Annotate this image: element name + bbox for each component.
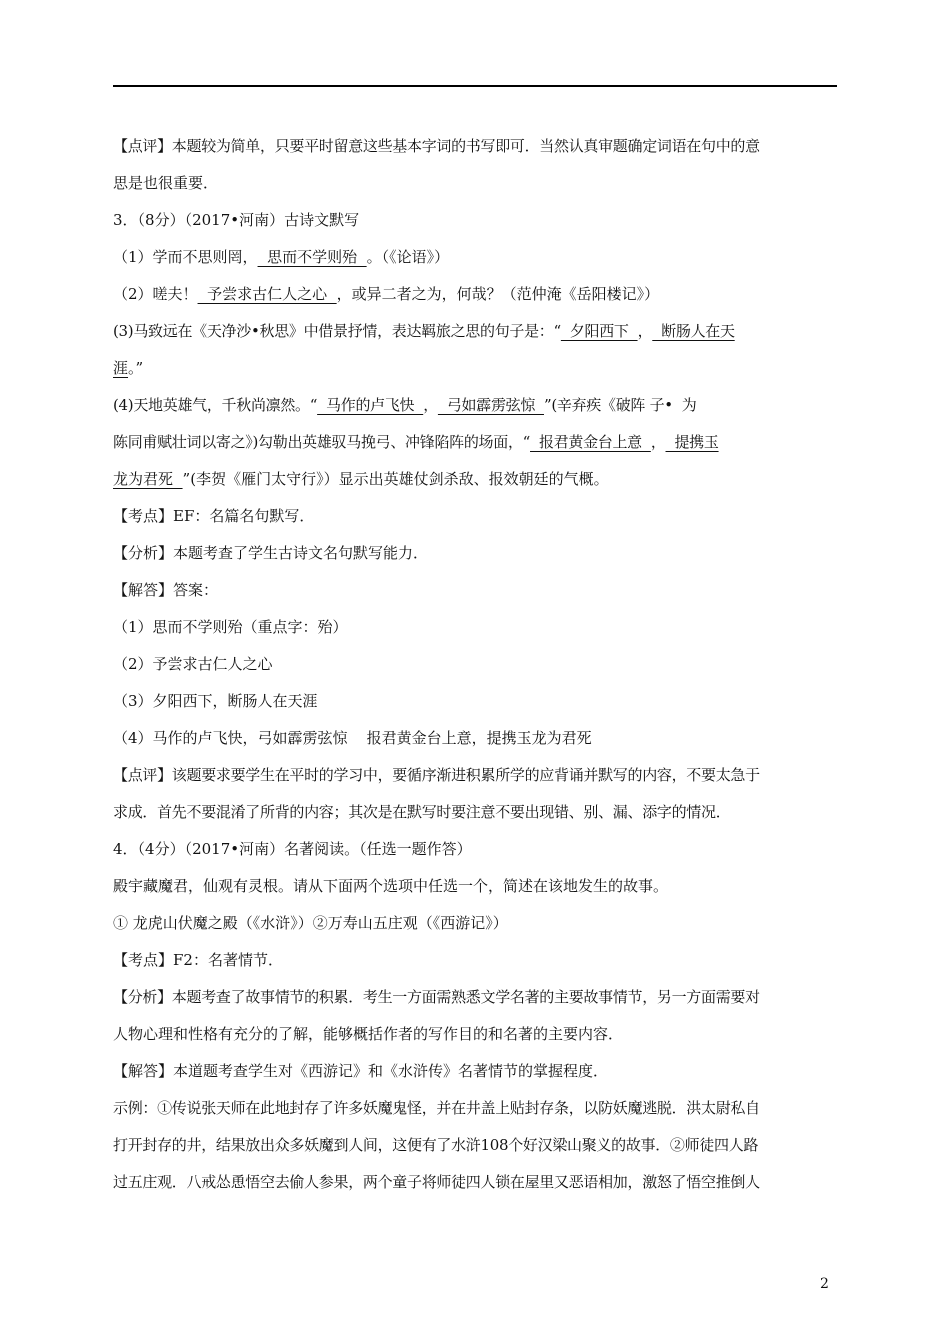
q3-item-4-comma: ，: [423, 396, 438, 414]
header-rule: [113, 85, 837, 87]
q3-item-4-source: ”(辛弃疾《破阵 子• 为: [543, 396, 697, 414]
q3-item-4-answer-a: 马作的卢飞快: [317, 396, 424, 414]
q3-answer-2: （2）予尝求古仁人之心: [113, 655, 273, 673]
q3-item-3-end: 。”: [128, 359, 144, 377]
q3-item-4-end-text: ”(李贺《雁门太守行》）显示出英雄仗剑杀敌、报效朝廷的气概。: [182, 470, 609, 488]
q3-item-4-answer-d: 提携玉: [665, 433, 719, 451]
q3-item-1-source: 。（《论语》）: [366, 248, 450, 266]
q4-analysis-line-2: 人物心理和性格有充分的了解，能够概括作者的写作目的和名著的主要内容．: [113, 1025, 624, 1043]
q3-item-1: [113, 239, 837, 276]
q3-item-3: [113, 313, 837, 350]
q3-item-3-comma: ，: [637, 322, 653, 340]
q4-analysis-line-1: 【分析】本题考查了故事情节的积累．考生一方面需熟悉文学名著的主要故事情节，另一方面需要对: [113, 988, 760, 1006]
q3-analysis: 【分析】本题考查了学生古诗文名句默写能力．: [113, 544, 429, 562]
q3-item-4-cont: [113, 424, 837, 461]
q3-item-2-source: ，或异二者之为，何哉？（范仲淹《岳阳楼记》）: [336, 285, 660, 303]
q3-solution-heading: 【解答】答案：: [113, 581, 219, 599]
q4-options: ① 龙虎山伏魔之殿（《水浒》）②万寿山五庄观（《西游记》）: [113, 914, 508, 932]
q3-item-2: [113, 276, 837, 313]
q3-item-1-text: （1）学而不思则罔，: [113, 248, 258, 266]
q3-item-3-answer-b-cont: 涯: [113, 359, 129, 377]
q3-item-1-answer: 思而不学则殆: [257, 248, 367, 266]
q3-test-point: 【考点】EF：名篇名句默写．: [113, 507, 315, 525]
q3-answer-1: （1）思而不学则殆（重点字：殆）: [113, 618, 348, 636]
comment-line-2: 思是也很重要．: [113, 174, 219, 192]
q3-item-3-cont: [113, 350, 837, 387]
q3-item-2-answer: 予尝求古仁人之心: [197, 285, 337, 303]
q3-item-2-text: （2）嗟夫！: [113, 285, 198, 303]
q3-item-3-answer-a: 夕阳西下: [560, 322, 638, 340]
q3-comment-line-1: 【点评】该题要求要学生在平时的学习中，要循序渐进积累所学的应背诵并默写的内容，不要太急于: [113, 766, 760, 784]
question-3-heading: 3．（8分）（2017•河南）古诗文默写: [113, 211, 360, 229]
page-number: 2: [820, 1276, 829, 1292]
q3-item-4-answer-b: 弓如霹雳弦惊: [437, 396, 544, 414]
q4-test-point: 【考点】F2：名著情节．: [113, 951, 283, 969]
q4-prompt: 殿宇藏魔君，仙观有灵根。请从下面两个选项中任选一个，简述在该地发生的故事。: [113, 877, 669, 895]
q3-item-4-answer-c: 报君黄金台上意: [530, 433, 651, 451]
comment-line-1: 【点评】本题较为简单，只要平时留意这些基本字词的书写即可．当然认真审题确定词语在句中的意: [113, 137, 760, 155]
q4-example-line-3: 过五庄观．八戒怂恿悟空去偷人参果，两个童子将师徒四人锁在屋里又恶语相加，激怒了悟空推倒人: [113, 1173, 760, 1191]
q4-example-line-1: 示例：①传说张天师在此地封存了许多妖魔鬼怪，并在井盖上贴封存条，以防妖魔逃脱．洪太尉私自: [113, 1099, 760, 1117]
q4-solution: 【解答】本道题考查学生对《西游记》和《水浒传》名著情节的掌握程度．: [113, 1062, 609, 1080]
q3-item-4: [113, 387, 837, 424]
document-body: [113, 128, 837, 1201]
q3-item-4-end: [113, 461, 837, 498]
q3-comment-line-2: 求成．首先不要混淆了所背的内容；其次是在默写时要注意不要出现错、别、漏、添字的情况．: [113, 803, 731, 821]
q3-item-4-cont-text: 陈同甫赋壮词以寄之》)勾勒出英雄驭马挽弓、冲锋陷阵的场面，“: [113, 433, 531, 451]
q3-item-4-answer-d-cont: 龙为君死: [113, 470, 183, 488]
q3-item-3-text: (3)马致远在《天净沙•秋思》中借景抒情，表达羁旅之思的句子是：“: [113, 322, 561, 340]
q3-answer-4: （4）马作的卢飞快，弓如霹雳弦惊 报君黄金台上意，提携玉龙为君死: [113, 729, 592, 747]
q3-item-3-answer-b: 断肠人在天: [652, 322, 735, 340]
q3-item-4-comma-2: ，: [650, 433, 666, 451]
q3-answer-3: （3）夕阳西下，断肠人在天涯: [113, 692, 318, 710]
question-4-heading: 4．（4分）（2017•河南）名著阅读。（任选一题作答）: [113, 840, 472, 858]
q3-item-4-text: (4)天地英雄气，千秋尚凛然。“: [113, 396, 318, 414]
q4-example-line-2: 打开封存的井，结果放出众多妖魔到人间，这便有了水浒108个好汉梁山聚义的故事．②师徒四人路: [113, 1136, 759, 1154]
